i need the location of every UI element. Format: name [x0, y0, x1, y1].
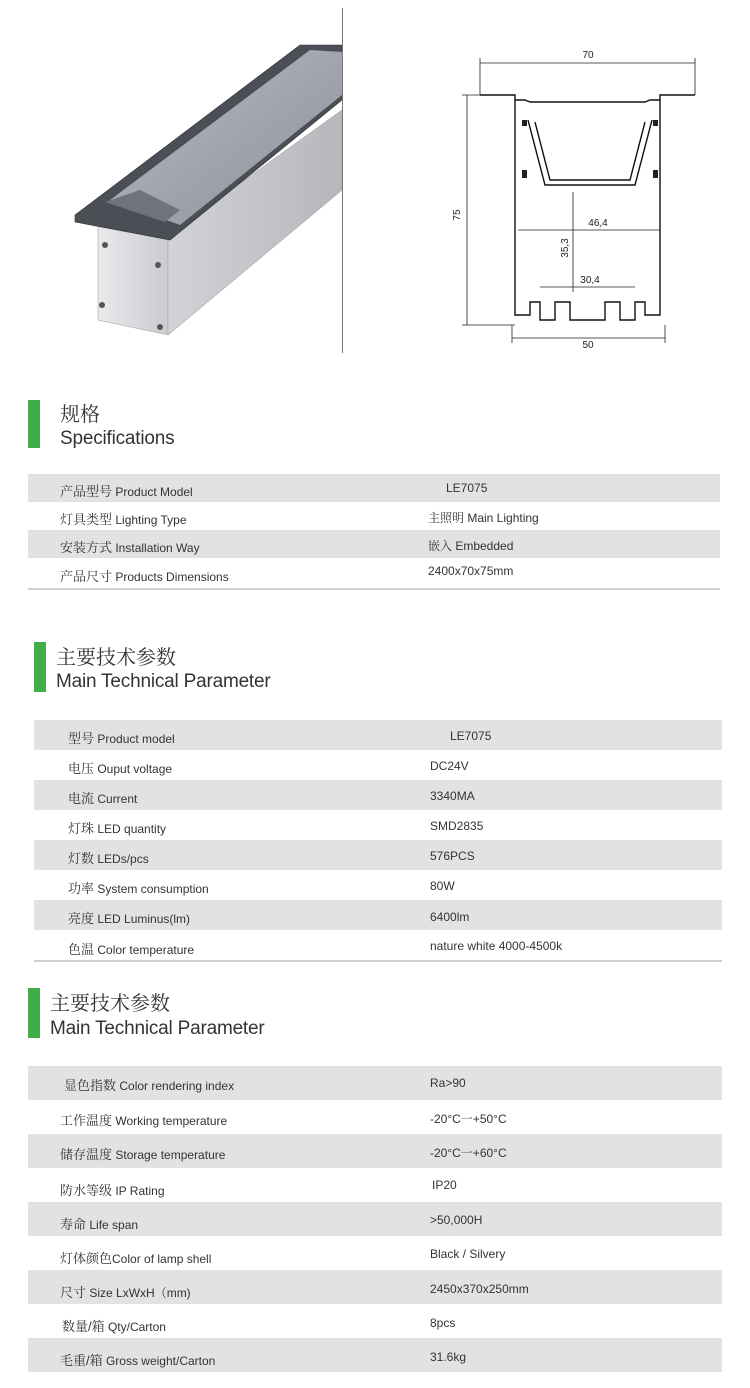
- table-row: [34, 840, 722, 870]
- table-row: [34, 930, 722, 960]
- table-row: [28, 1134, 722, 1168]
- row-value: DC24V: [430, 759, 469, 773]
- row-label: 防水等级 IP Rating: [60, 1183, 165, 1198]
- table-row: [28, 474, 720, 502]
- row-label: 数量/箱 Qty/Carton: [62, 1319, 166, 1334]
- row-label: 产品型号 Product Model: [60, 484, 193, 499]
- row-value: 2400x70x75mm: [428, 564, 514, 578]
- row-value: >50,000H: [430, 1213, 483, 1227]
- table-row: [28, 530, 720, 558]
- row-value: Ra>90: [430, 1076, 466, 1090]
- row-label: 灯具类型 Lighting Type: [60, 512, 187, 527]
- row-label: 毛重/箱 Gross weight/Carton: [60, 1353, 216, 1368]
- row-label: 安装方式 Installation Way: [60, 540, 200, 555]
- table-row: [28, 558, 720, 588]
- table-row: [28, 1304, 722, 1338]
- table-row: [28, 1168, 722, 1202]
- row-label: 型号 Product model: [68, 731, 175, 746]
- dim-inner-width: 46,4: [588, 218, 608, 229]
- product-photo: [70, 40, 345, 340]
- row-value: LE7075: [450, 729, 492, 743]
- table-bottom-rule: [34, 960, 722, 962]
- row-value: 2450x370x250mm: [430, 1282, 529, 1296]
- spec-table: [28, 474, 720, 588]
- row-value: 31.6kg: [430, 1350, 467, 1364]
- dim-inner-height: 35,3: [560, 238, 571, 258]
- section-title-en: Specifications: [60, 428, 175, 449]
- row-label: 显色指数 Color rendering index: [64, 1078, 235, 1093]
- table-row: [34, 810, 722, 840]
- section-title-cn: 主要技术参数: [50, 993, 170, 1015]
- row-label: 电压 Ouput voltage: [68, 761, 173, 776]
- row-value: Black / Silvery: [430, 1247, 506, 1261]
- profile-drawing: [440, 40, 710, 350]
- section-accent-bar: [28, 988, 40, 1038]
- row-value: 3340MA: [430, 789, 475, 803]
- section-title-cn: 主要技术参数: [56, 647, 176, 669]
- row-value: IP20: [432, 1178, 457, 1192]
- table-row: [28, 1236, 722, 1270]
- row-value: SMD2835: [430, 819, 484, 833]
- dim-channel-width: 30,4: [580, 275, 600, 286]
- row-value: -20°C一+50°C: [430, 1112, 507, 1126]
- row-label: 寿命 Life span: [60, 1217, 139, 1232]
- table-row: [34, 900, 722, 930]
- main-param-table-2: [28, 1066, 722, 1372]
- row-label: 储存温度 Storage temperature: [60, 1147, 226, 1162]
- row-label: 亮度 LED Luminus(lm): [68, 911, 191, 926]
- table-row: [28, 1100, 722, 1134]
- table-row: [34, 780, 722, 810]
- section-accent-bar: [28, 400, 40, 448]
- table-row: [28, 1270, 722, 1304]
- row-label: 灯珠 LED quantity: [68, 821, 167, 836]
- table-bottom-rule: [28, 588, 720, 590]
- main-param-table-1: [34, 720, 722, 960]
- row-label: 尺寸 Size LxWxH（mm): [60, 1285, 191, 1300]
- table-row: [28, 1066, 722, 1100]
- row-value: 6400lm: [430, 910, 470, 924]
- section-title-en: Main Technical Parameter: [50, 1018, 265, 1039]
- table-row: [28, 1202, 722, 1236]
- dim-bottom-width: 50: [582, 340, 594, 350]
- row-label: 灯体颜色Color of lamp shell: [60, 1251, 212, 1266]
- dim-top-width: 70: [582, 50, 594, 61]
- row-label: 工作温度 Working temperature: [60, 1113, 228, 1128]
- table-row: [34, 720, 722, 750]
- row-value: 8pcs: [430, 1316, 456, 1330]
- row-value: nature white 4000-4500k: [430, 939, 563, 953]
- row-label: 电流 Current: [68, 791, 138, 806]
- row-label: 灯数 LEDs/pcs: [68, 851, 149, 866]
- photo-divider: [342, 8, 343, 353]
- row-value: 嵌入 Embedded: [428, 539, 514, 553]
- row-value: 主照明 Main Lighting: [428, 511, 539, 525]
- dim-height: 75: [452, 209, 463, 221]
- table-row: [28, 1338, 722, 1372]
- row-value: 576PCS: [430, 849, 475, 863]
- row-label: 功率 System consumption: [68, 881, 209, 896]
- section-accent-bar: [34, 642, 46, 692]
- row-label: 色温 Color temperature: [68, 942, 195, 957]
- row-value: -20°C一+60°C: [430, 1146, 507, 1160]
- row-value: 80W: [430, 879, 455, 893]
- table-row: [34, 750, 722, 780]
- section-title-en: Main Technical Parameter: [56, 671, 271, 692]
- table-row: [28, 502, 720, 530]
- row-value: LE7075: [446, 481, 488, 495]
- section-title-cn: 规格: [60, 404, 100, 426]
- row-label: 产品尺寸 Products Dimensions: [60, 569, 229, 584]
- table-row: [34, 870, 722, 900]
